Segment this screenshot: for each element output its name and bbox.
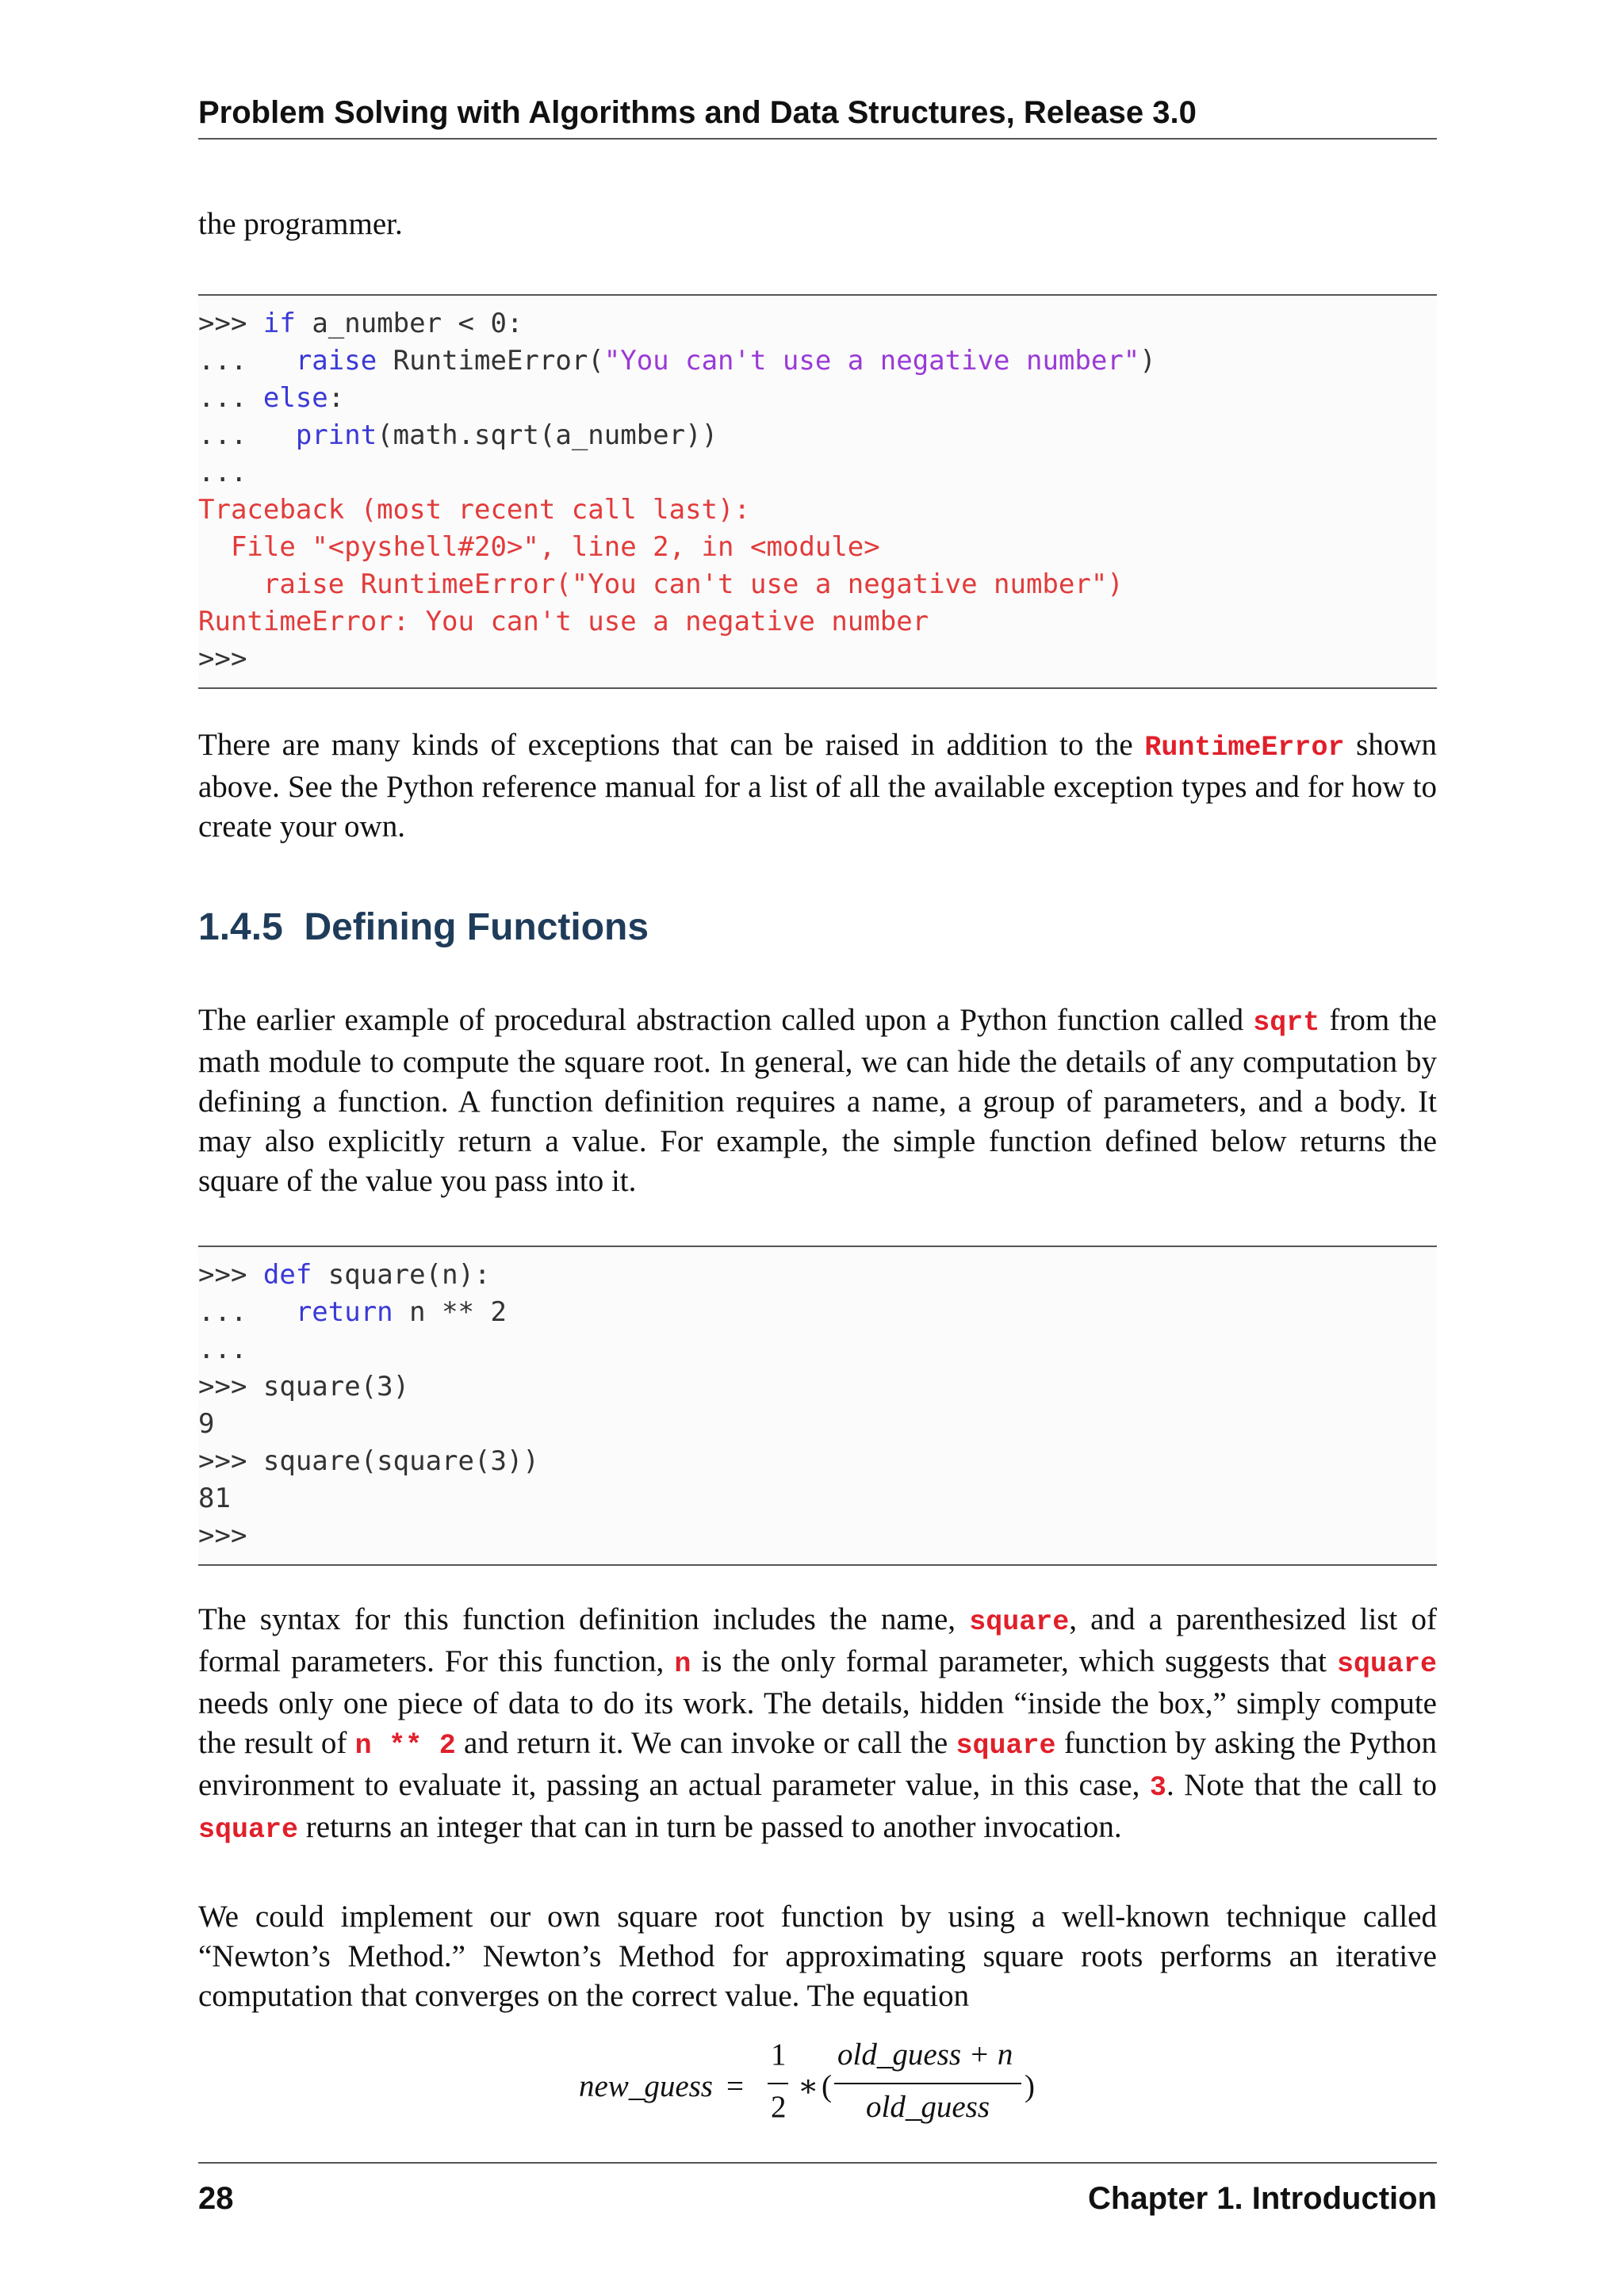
- code-line: ... else:: [198, 382, 345, 414]
- inline-code: RuntimeError: [1144, 732, 1345, 763]
- traceback-line: RuntimeError: You can't use a negative number: [198, 606, 929, 637]
- equation-right-paren: ): [1025, 2069, 1035, 2103]
- equation-equals: =: [726, 2069, 744, 2103]
- traceback-line: raise RuntimeError("You can't use a negative number"): [198, 568, 1124, 600]
- fraction-numerator: old_guess + n: [837, 2038, 1013, 2072]
- paragraph-defining-functions: The earlier example of procedural abstraction called upon a Python function called sqrt from the math module to compute the square root. In general, we can hide the details of any computation by defining a function. A function definition requires a name, a group of parameters, and a body. It may also explicitly return a value. For example, the simple function defined below returns the square of the value you pass into it.: [198, 1003, 1437, 1198]
- code-line: >>>: [198, 643, 247, 675]
- code-line: ...: [198, 1334, 247, 1365]
- code-block-square: [198, 1246, 1437, 1566]
- paragraph-syntax: The syntax for this function definition includes the name, square, and a parenthesized list of formal parameters. For this function, n is the only formal parameter, which suggests that square needs only one piece of data to do its work. The details, hidden “inside the box,” simply compute the result of n ** 2 and return it. We can invoke or call the square function by asking the Python environment to evaluate it, passing an actual parameter value, in this case, 3. Note that the call to square returns an integer that can in turn be passed to another invocation.: [198, 1602, 1438, 1846]
- inline-code: sqrt: [1253, 1007, 1320, 1039]
- fraction-denominator: old_guess: [866, 2090, 990, 2124]
- inline-code: square: [198, 1814, 299, 1846]
- equation-left-paren: (: [822, 2069, 832, 2103]
- equation-times: ∗: [798, 2069, 819, 2103]
- traceback-line: File "<pyshell#20>", line 2, in <module>: [198, 531, 880, 563]
- fraction-half-denominator: 2: [771, 2090, 787, 2124]
- paragraph-intro: the programmer.: [198, 207, 403, 241]
- running-header: Problem Solving with Algorithms and Data Structures, Release 3.0: [198, 92, 1437, 140]
- newton-equation: [198, 2034, 1437, 2137]
- page-number: 28: [198, 2181, 234, 2216]
- inline-code: n: [674, 1648, 691, 1680]
- fraction-half-numerator: 1: [771, 2038, 787, 2072]
- inline-code: square: [969, 1606, 1070, 1638]
- code-line: ... print(math.sqrt(a_number)): [198, 419, 718, 451]
- equation-lhs: new_guess: [579, 2069, 713, 2103]
- code-block-exception: [198, 294, 1437, 689]
- code-line: ...: [198, 457, 247, 488]
- inline-code: 3: [1149, 1772, 1166, 1804]
- chapter-label: Chapter 1. Introduction: [1088, 2181, 1437, 2216]
- paragraph-exceptions: There are many kinds of exceptions that can be raised in addition to the RuntimeError shown above. See the Python reference manual for a list of all the available exception types and for how to create your own.: [198, 728, 1437, 844]
- inline-code: square: [1336, 1648, 1438, 1680]
- code-line: 9: [198, 1408, 215, 1440]
- code-line: >>> square(square(3)): [198, 1445, 539, 1477]
- code-line: >>>: [198, 1520, 247, 1552]
- fraction-bar: [834, 2083, 1021, 2084]
- code-line: ... return n ** 2: [198, 1296, 507, 1328]
- paragraph-newton: We could implement our own square root function by using a well-known technique called “Newton’s Method.” Newton’s Method for approximating square roots performs an iterative computation that converges on the correct value. The equation: [198, 1900, 1437, 2013]
- inline-code: n ** 2: [354, 1730, 456, 1762]
- fraction-bar: [768, 2083, 788, 2084]
- code-line: >>> if a_number < 0:: [198, 308, 523, 339]
- code-line: >>> square(3): [198, 1371, 410, 1402]
- code-line: 81: [198, 1483, 231, 1514]
- section-heading: 1.4.5 Defining Functions: [198, 906, 649, 948]
- code-line: ... raise RuntimeError("You can't use a negative number"): [198, 345, 1156, 377]
- page-footer: [198, 2162, 1437, 2221]
- code-line: >>> def square(n):: [198, 1259, 491, 1291]
- inline-code: square: [956, 1730, 1056, 1762]
- traceback-line: Traceback (most recent call last):: [198, 494, 750, 526]
